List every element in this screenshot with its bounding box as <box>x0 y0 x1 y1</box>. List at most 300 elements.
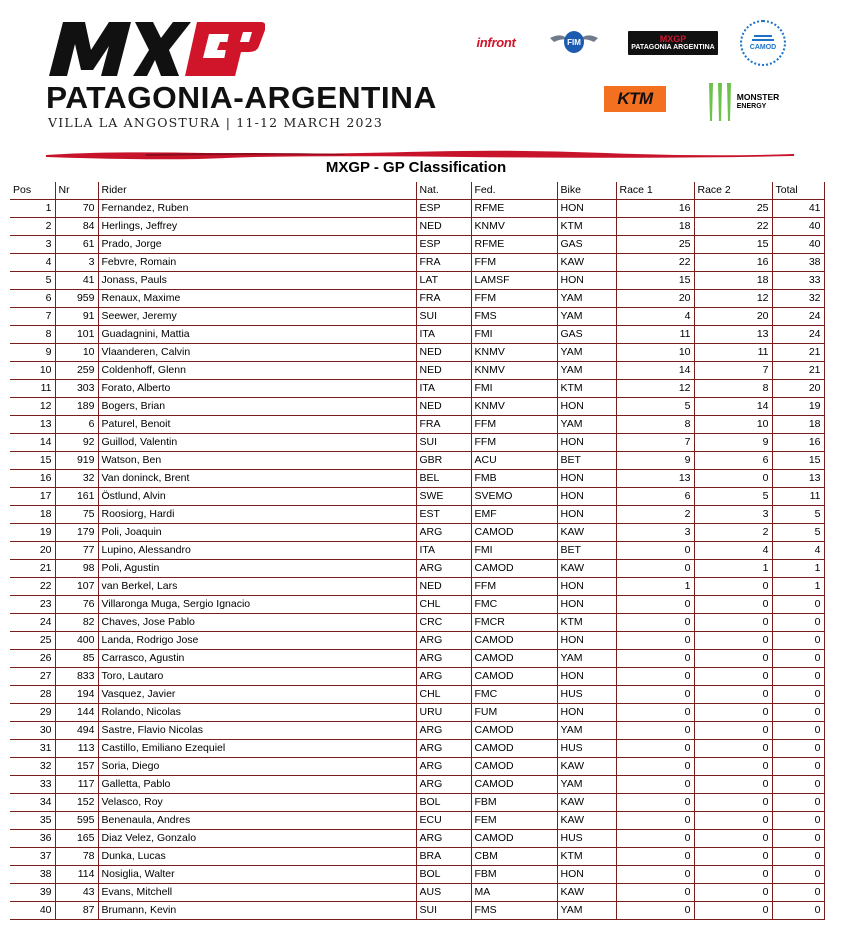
cell-nat: ITA <box>416 326 471 344</box>
cell-race1: 8 <box>616 416 694 434</box>
cell-rider: Guadagnini, Mattia <box>98 326 416 344</box>
cell-bike: BET <box>557 452 616 470</box>
cell-bike: YAM <box>557 650 616 668</box>
cell-race1: 6 <box>616 488 694 506</box>
event-subtitle: VILLA LA ANGOSTURA | 11-12 MARCH 2023 <box>48 115 383 130</box>
cell-race2: 0 <box>694 596 772 614</box>
cell-rider: Coldenhoff, Glenn <box>98 362 416 380</box>
cell-race2: 0 <box>694 902 772 920</box>
cell-race2: 3 <box>694 506 772 524</box>
cell-pos: 33 <box>10 776 55 794</box>
cell-nr: 494 <box>55 722 98 740</box>
cell-race1: 25 <box>616 236 694 254</box>
cell-pos: 25 <box>10 632 55 650</box>
cell-nat: FRA <box>416 290 471 308</box>
cell-fed: FFM <box>471 578 557 596</box>
cell-bike: KTM <box>557 848 616 866</box>
cell-race1: 0 <box>616 794 694 812</box>
table-row <box>10 344 824 362</box>
badge-top-text: MXGP <box>659 34 687 44</box>
cell-bike: GAS <box>557 326 616 344</box>
cell-rider: Van doninck, Brent <box>98 470 416 488</box>
cell-race2: 13 <box>694 326 772 344</box>
cell-total: 24 <box>772 308 824 326</box>
cell-total: 0 <box>772 740 824 758</box>
fim-wings-icon <box>548 28 600 56</box>
col-header-race1: Race 1 <box>616 182 694 200</box>
cell-race2: 15 <box>694 236 772 254</box>
cell-race1: 0 <box>616 812 694 830</box>
cell-rider: Renaux, Maxime <box>98 290 416 308</box>
cell-fed: FMCR <box>471 614 557 632</box>
cell-bike: KAW <box>557 560 616 578</box>
cell-pos: 38 <box>10 866 55 884</box>
cell-race2: 4 <box>694 542 772 560</box>
cell-bike: HON <box>557 398 616 416</box>
cell-pos: 32 <box>10 758 55 776</box>
cell-fed: KNMV <box>471 344 557 362</box>
cell-bike: HUS <box>557 740 616 758</box>
cell-bike: HON <box>557 272 616 290</box>
table-row <box>10 416 824 434</box>
cell-nat: ARG <box>416 668 471 686</box>
cell-pos: 35 <box>10 812 55 830</box>
cell-race2: 0 <box>694 668 772 686</box>
cell-nat: GBR <box>416 452 471 470</box>
cell-rider: Soria, Diego <box>98 758 416 776</box>
cell-race1: 4 <box>616 308 694 326</box>
cell-fed: FUM <box>471 704 557 722</box>
cell-nr: 303 <box>55 380 98 398</box>
cell-nr: 117 <box>55 776 98 794</box>
cell-nat: NED <box>416 344 471 362</box>
table-row <box>10 686 824 704</box>
cell-rider: Castillo, Emiliano Ezequiel <box>98 740 416 758</box>
cell-total: 41 <box>772 200 824 218</box>
fim-logo <box>548 28 600 56</box>
cell-bike: KTM <box>557 218 616 236</box>
cell-nat: BEL <box>416 470 471 488</box>
camod-logo <box>740 20 786 66</box>
cell-nr: 43 <box>55 884 98 902</box>
cell-race1: 13 <box>616 470 694 488</box>
cell-nr: 91 <box>55 308 98 326</box>
cell-race2: 0 <box>694 794 772 812</box>
cell-pos: 21 <box>10 560 55 578</box>
cell-rider: Velasco, Roy <box>98 794 416 812</box>
cell-race1: 14 <box>616 362 694 380</box>
table-row <box>10 470 824 488</box>
table-row <box>10 902 824 920</box>
cell-fed: FMC <box>471 686 557 704</box>
cell-bike: HUS <box>557 686 616 704</box>
cell-fed: MA <box>471 884 557 902</box>
cell-nr: 157 <box>55 758 98 776</box>
cell-pos: 22 <box>10 578 55 596</box>
cell-fed: FMI <box>471 380 557 398</box>
cell-nat: ESP <box>416 200 471 218</box>
ktm-logo: KTM <box>604 86 666 112</box>
col-header-bike: Bike <box>557 182 616 200</box>
table-row <box>10 488 824 506</box>
cell-nr: 833 <box>55 668 98 686</box>
cell-nat: ARG <box>416 758 471 776</box>
cell-nr: 165 <box>55 830 98 848</box>
cell-nat: ITA <box>416 542 471 560</box>
cell-nat: NED <box>416 578 471 596</box>
cell-bike: HON <box>557 866 616 884</box>
table-row <box>10 200 824 218</box>
cell-rider: Dunka, Lucas <box>98 848 416 866</box>
cell-bike: KTM <box>557 614 616 632</box>
cell-nat: CRC <box>416 614 471 632</box>
col-header-total: Total <box>772 182 824 200</box>
cell-bike: KAW <box>557 254 616 272</box>
cell-total: 0 <box>772 866 824 884</box>
cell-total: 11 <box>772 488 824 506</box>
cell-race2: 2 <box>694 524 772 542</box>
cell-nr: 179 <box>55 524 98 542</box>
cell-race2: 12 <box>694 290 772 308</box>
cell-bike: YAM <box>557 362 616 380</box>
cell-total: 38 <box>772 254 824 272</box>
cell-pos: 13 <box>10 416 55 434</box>
cell-rider: Roosiorg, Hardi <box>98 506 416 524</box>
cell-total: 5 <box>772 506 824 524</box>
cell-total: 21 <box>772 344 824 362</box>
cell-fed: CAMOD <box>471 722 557 740</box>
mxgp-patagonia-badge <box>628 31 718 55</box>
cell-bike: HUS <box>557 830 616 848</box>
cell-bike: KAW <box>557 794 616 812</box>
cell-nat: BOL <box>416 866 471 884</box>
cell-nat: BRA <box>416 848 471 866</box>
cell-nr: 595 <box>55 812 98 830</box>
cell-rider: Watson, Ben <box>98 452 416 470</box>
cell-pos: 30 <box>10 722 55 740</box>
cell-pos: 7 <box>10 308 55 326</box>
cell-rider: Rolando, Nicolas <box>98 704 416 722</box>
table-row <box>10 614 824 632</box>
cell-rider: Östlund, Alvin <box>98 488 416 506</box>
cell-fed: FFM <box>471 290 557 308</box>
cell-rider: Lupino, Alessandro <box>98 542 416 560</box>
cell-nat: SUI <box>416 434 471 452</box>
results-table <box>10 182 825 920</box>
cell-nr: 32 <box>55 470 98 488</box>
cell-nat: ECU <box>416 812 471 830</box>
cell-nat: ARG <box>416 632 471 650</box>
cell-bike: KAW <box>557 812 616 830</box>
cell-nat: NED <box>416 218 471 236</box>
cell-race1: 0 <box>616 758 694 776</box>
monster-text-1: MONSTER <box>736 92 780 102</box>
cell-bike: KTM <box>557 380 616 398</box>
cell-pos: 34 <box>10 794 55 812</box>
cell-fed: FMC <box>471 596 557 614</box>
cell-rider: Galletta, Pablo <box>98 776 416 794</box>
cell-bike: KAW <box>557 524 616 542</box>
cell-nr: 113 <box>55 740 98 758</box>
cell-race1: 0 <box>616 560 694 578</box>
cell-nat: ARG <box>416 524 471 542</box>
cell-pos: 23 <box>10 596 55 614</box>
cell-pos: 11 <box>10 380 55 398</box>
table-row <box>10 578 824 596</box>
cell-total: 1 <box>772 560 824 578</box>
cell-pos: 37 <box>10 848 55 866</box>
cell-rider: Herlings, Jeffrey <box>98 218 416 236</box>
cell-race1: 0 <box>616 596 694 614</box>
cell-nat: AUS <box>416 884 471 902</box>
cell-race1: 2 <box>616 506 694 524</box>
cell-rider: Jonass, Pauls <box>98 272 416 290</box>
table-row <box>10 218 824 236</box>
cell-fed: CBM <box>471 848 557 866</box>
table-row <box>10 704 824 722</box>
cell-race1: 0 <box>616 884 694 902</box>
cell-nr: 259 <box>55 362 98 380</box>
cell-race2: 0 <box>694 812 772 830</box>
cell-fed: KNMV <box>471 362 557 380</box>
cell-total: 16 <box>772 434 824 452</box>
cell-fed: FMS <box>471 308 557 326</box>
cell-rider: Fernandez, Ruben <box>98 200 416 218</box>
cell-race1: 9 <box>616 452 694 470</box>
cell-fed: LAMSF <box>471 272 557 290</box>
cell-race2: 0 <box>694 470 772 488</box>
cell-nat: NED <box>416 398 471 416</box>
cell-race1: 0 <box>616 686 694 704</box>
cell-race1: 15 <box>616 272 694 290</box>
cell-pos: 9 <box>10 344 55 362</box>
cell-race2: 6 <box>694 452 772 470</box>
cell-bike: YAM <box>557 344 616 362</box>
cell-race2: 5 <box>694 488 772 506</box>
cell-total: 1 <box>772 578 824 596</box>
cell-nat: FRA <box>416 254 471 272</box>
cell-nr: 101 <box>55 326 98 344</box>
cell-fed: FBM <box>471 794 557 812</box>
cell-race1: 0 <box>616 740 694 758</box>
cell-race2: 0 <box>694 632 772 650</box>
cell-fed: CAMOD <box>471 560 557 578</box>
table-row <box>10 524 824 542</box>
cell-rider: Prado, Jorge <box>98 236 416 254</box>
cell-race2: 0 <box>694 740 772 758</box>
cell-race1: 22 <box>616 254 694 272</box>
cell-pos: 6 <box>10 290 55 308</box>
cell-race1: 0 <box>616 776 694 794</box>
mxgp-logo <box>45 14 265 80</box>
cell-race2: 0 <box>694 776 772 794</box>
cell-fed: KNMV <box>471 218 557 236</box>
table-row <box>10 272 824 290</box>
cell-pos: 40 <box>10 902 55 920</box>
cell-nr: 144 <box>55 704 98 722</box>
cell-total: 0 <box>772 902 824 920</box>
table-row <box>10 254 824 272</box>
table-row <box>10 542 824 560</box>
cell-race1: 0 <box>616 542 694 560</box>
cell-race2: 14 <box>694 398 772 416</box>
results-body <box>10 200 824 920</box>
table-row <box>10 596 824 614</box>
cell-nat: EST <box>416 506 471 524</box>
table-row <box>10 362 824 380</box>
cell-nr: 152 <box>55 794 98 812</box>
cell-race1: 0 <box>616 830 694 848</box>
cell-race2: 0 <box>694 578 772 596</box>
cell-fed: FEM <box>471 812 557 830</box>
cell-pos: 5 <box>10 272 55 290</box>
cell-rider: Vlaanderen, Calvin <box>98 344 416 362</box>
cell-nr: 61 <box>55 236 98 254</box>
cell-rider: Nosiglia, Walter <box>98 866 416 884</box>
cell-nat: ARG <box>416 650 471 668</box>
cell-bike: YAM <box>557 290 616 308</box>
table-row <box>10 632 824 650</box>
cell-pos: 28 <box>10 686 55 704</box>
cell-fed: FMB <box>471 470 557 488</box>
table-row <box>10 290 824 308</box>
cell-rider: Landa, Rodrigo Jose <box>98 632 416 650</box>
col-header-pos: Pos <box>10 182 55 200</box>
cell-fed: FMS <box>471 902 557 920</box>
cell-rider: van Berkel, Lars <box>98 578 416 596</box>
cell-bike: HON <box>557 470 616 488</box>
cell-race1: 20 <box>616 290 694 308</box>
cell-bike: HON <box>557 578 616 596</box>
table-row <box>10 380 824 398</box>
cell-rider: Bogers, Brian <box>98 398 416 416</box>
cell-bike: HON <box>557 596 616 614</box>
cell-race1: 7 <box>616 434 694 452</box>
cell-race2: 20 <box>694 308 772 326</box>
cell-nat: SWE <box>416 488 471 506</box>
cell-race2: 9 <box>694 434 772 452</box>
cell-total: 19 <box>772 398 824 416</box>
table-row <box>10 308 824 326</box>
cell-total: 0 <box>772 704 824 722</box>
cell-total: 0 <box>772 794 824 812</box>
cell-pos: 36 <box>10 830 55 848</box>
cell-rider: Evans, Mitchell <box>98 884 416 902</box>
cell-total: 0 <box>772 758 824 776</box>
cell-bike: HON <box>557 488 616 506</box>
cell-race2: 0 <box>694 758 772 776</box>
cell-race1: 3 <box>616 524 694 542</box>
cell-rider: Paturel, Benoit <box>98 416 416 434</box>
cell-race1: 0 <box>616 722 694 740</box>
cell-nr: 919 <box>55 452 98 470</box>
cell-rider: Sastre, Flavio Nicolas <box>98 722 416 740</box>
cell-race2: 0 <box>694 614 772 632</box>
cell-rider: Poli, Agustin <box>98 560 416 578</box>
cell-pos: 3 <box>10 236 55 254</box>
cell-nat: ARG <box>416 740 471 758</box>
cell-bike: HON <box>557 506 616 524</box>
cell-pos: 16 <box>10 470 55 488</box>
cell-fed: SVEMO <box>471 488 557 506</box>
cell-fed: CAMOD <box>471 776 557 794</box>
cell-bike: HON <box>557 668 616 686</box>
cell-rider: Vasquez, Javier <box>98 686 416 704</box>
cell-fed: FFM <box>471 434 557 452</box>
cell-nr: 400 <box>55 632 98 650</box>
cell-bike: YAM <box>557 308 616 326</box>
cell-pos: 19 <box>10 524 55 542</box>
cell-fed: FMI <box>471 542 557 560</box>
cell-race2: 0 <box>694 686 772 704</box>
cell-fed: CAMOD <box>471 632 557 650</box>
cell-rider: Villaronga Muga, Sergio Ignacio <box>98 596 416 614</box>
cell-bike: KAW <box>557 758 616 776</box>
cell-pos: 15 <box>10 452 55 470</box>
cell-nr: 70 <box>55 200 98 218</box>
cell-pos: 12 <box>10 398 55 416</box>
cell-nr: 75 <box>55 506 98 524</box>
cell-total: 0 <box>772 614 824 632</box>
cell-nat: BOL <box>416 794 471 812</box>
table-row <box>10 830 824 848</box>
cell-race1: 16 <box>616 200 694 218</box>
cell-race2: 16 <box>694 254 772 272</box>
cell-fed: ACU <box>471 452 557 470</box>
table-row <box>10 650 824 668</box>
cell-fed: KNMV <box>471 398 557 416</box>
cell-pos: 8 <box>10 326 55 344</box>
cell-nr: 98 <box>55 560 98 578</box>
cell-nr: 41 <box>55 272 98 290</box>
cell-bike: HON <box>557 704 616 722</box>
table-row <box>10 812 824 830</box>
cell-fed: CAMOD <box>471 650 557 668</box>
cell-pos: 31 <box>10 740 55 758</box>
cell-nr: 194 <box>55 686 98 704</box>
cell-total: 4 <box>772 542 824 560</box>
cell-race1: 0 <box>616 848 694 866</box>
cell-pos: 4 <box>10 254 55 272</box>
table-row <box>10 794 824 812</box>
cell-total: 18 <box>772 416 824 434</box>
cell-nat: ESP <box>416 236 471 254</box>
cell-race1: 11 <box>616 326 694 344</box>
cell-nr: 6 <box>55 416 98 434</box>
col-header-rider: Rider <box>98 182 416 200</box>
cell-rider: Poli, Joaquin <box>98 524 416 542</box>
table-row <box>10 740 824 758</box>
cell-race1: 0 <box>616 866 694 884</box>
table-row <box>10 884 824 902</box>
cell-rider: Forato, Alberto <box>98 380 416 398</box>
table-row <box>10 848 824 866</box>
cell-total: 15 <box>772 452 824 470</box>
cell-race2: 7 <box>694 362 772 380</box>
cell-race2: 0 <box>694 722 772 740</box>
cell-race1: 10 <box>616 344 694 362</box>
table-row <box>10 506 824 524</box>
cell-total: 0 <box>772 812 824 830</box>
cell-nat: NED <box>416 362 471 380</box>
cell-nr: 10 <box>55 344 98 362</box>
cell-nr: 959 <box>55 290 98 308</box>
cell-nat: CHL <box>416 686 471 704</box>
cell-race2: 11 <box>694 344 772 362</box>
table-row <box>10 776 824 794</box>
cell-fed: CAMOD <box>471 524 557 542</box>
cell-race2: 22 <box>694 218 772 236</box>
